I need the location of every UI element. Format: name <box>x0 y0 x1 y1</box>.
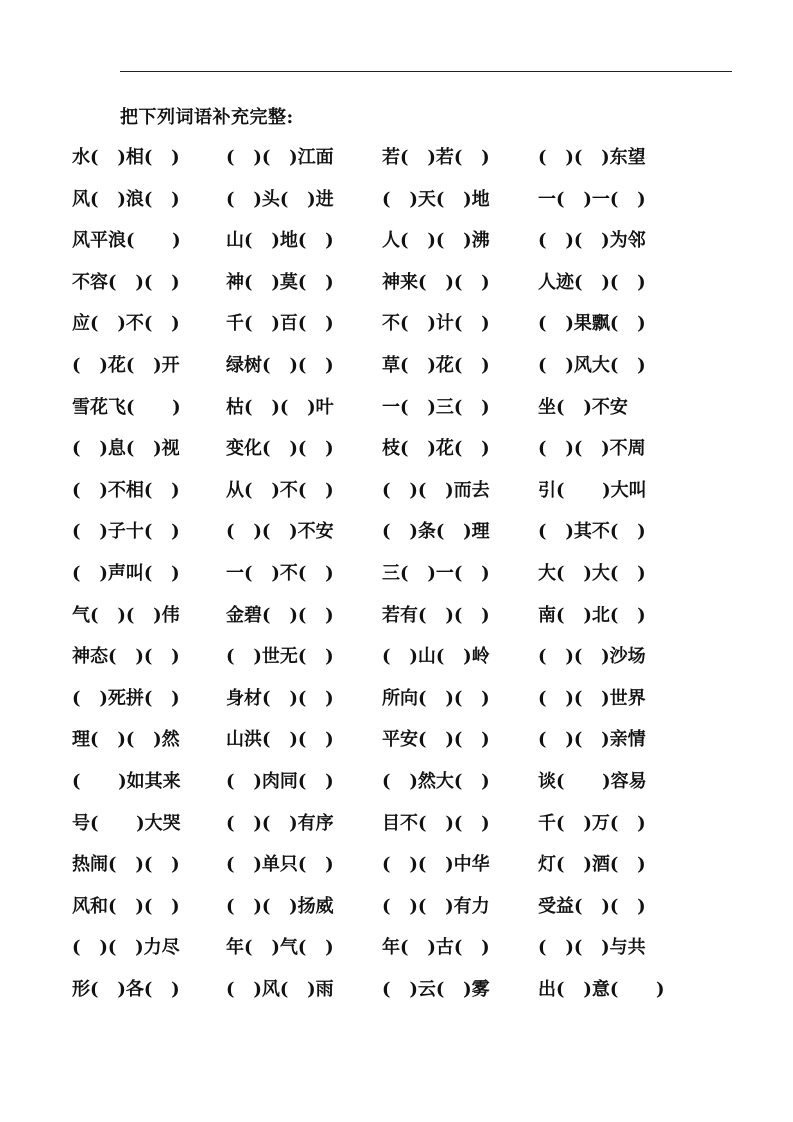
phrase-row <box>72 520 722 562</box>
phrase-grid <box>72 146 722 1019</box>
phrase-cell: 神( )莫( ) <box>226 271 334 293</box>
phrase-cell: 风平浪( ) <box>72 230 181 252</box>
phrase-row <box>72 562 722 604</box>
phrase-cell: 平安( )( ) <box>382 729 490 751</box>
phrase-cell: 变化( )( ) <box>226 438 334 460</box>
phrase-cell: ( )死拼( ) <box>72 687 180 709</box>
phrase-row <box>72 895 722 937</box>
phrase-cell: ( )( )江面 <box>226 147 334 168</box>
phrase-cell: ( )( )扬威 <box>226 895 334 917</box>
phrase-cell: ( )单只( ) <box>226 854 334 876</box>
phrase-cell: ( )( )亲情 <box>538 729 646 751</box>
phrase-cell: ( )( )有序 <box>226 812 334 834</box>
phrase-row <box>72 437 722 479</box>
phrase-row <box>72 853 722 895</box>
phrase-row <box>72 229 722 271</box>
phrase-cell: ( )如其来 <box>72 770 181 792</box>
phrase-row <box>72 728 722 770</box>
phrase-cell: ( )世无( ) <box>226 646 334 668</box>
phrase-cell: 年( )气( ) <box>226 937 334 959</box>
phrase-row <box>72 312 722 354</box>
phrase-cell: 枝( )花( ) <box>382 438 490 460</box>
phrase-row <box>72 687 722 729</box>
phrase-cell: ( )( )力尽 <box>72 937 180 959</box>
phrase-cell: ( )( )沙场 <box>538 646 646 668</box>
phrase-cell: ( )( )不周 <box>538 438 646 460</box>
phrase-cell: 大( )大( ) <box>538 562 646 584</box>
phrase-cell: 应( )不( ) <box>72 313 180 335</box>
phrase-cell: 引( )大叫 <box>538 479 647 501</box>
phrase-cell: 千( )百( ) <box>226 313 334 335</box>
phrase-cell: 从( )不( ) <box>226 479 334 501</box>
phrase-cell: 不容( )( ) <box>72 271 180 293</box>
phrase-cell: ( )( )有力 <box>382 895 490 917</box>
phrase-row <box>72 271 722 313</box>
phrase-cell: 号( )大哭 <box>72 812 181 834</box>
phrase-cell: ( )风( )雨 <box>226 978 334 1000</box>
phrase-cell: 热闹( )( ) <box>72 854 180 876</box>
phrase-cell: 不( )计( ) <box>382 313 490 335</box>
phrase-cell: 一( )一( ) <box>538 188 646 210</box>
phrase-cell: 灯( )酒( ) <box>538 854 646 876</box>
phrase-cell: ( )声叫( ) <box>72 562 180 584</box>
phrase-cell: 受益( )( ) <box>538 895 646 917</box>
phrase-cell: ( )不相( ) <box>72 479 180 501</box>
phrase-cell: 山( )地( ) <box>226 230 334 252</box>
phrase-cell: ( )果飘( ) <box>538 313 646 335</box>
phrase-cell: 谈( )容易 <box>538 770 647 792</box>
phrase-cell: ( )( )东望 <box>538 147 646 168</box>
phrase-cell: 绿树( )( ) <box>226 354 334 376</box>
phrase-cell: 风( )浪( ) <box>72 188 180 210</box>
phrase-row <box>72 978 722 1020</box>
phrase-cell: ( )( )不安 <box>226 521 334 543</box>
phrase-cell: ( )( )与共 <box>538 937 646 959</box>
phrase-cell: ( )山( )岭 <box>382 646 490 668</box>
phrase-cell: 三( )一( ) <box>382 562 490 584</box>
phrase-row <box>72 396 722 438</box>
phrase-cell: 南( )北( ) <box>538 604 646 626</box>
phrase-row <box>72 936 722 978</box>
phrase-cell: 神来( )( ) <box>382 271 490 293</box>
phrase-cell: 若有( )( ) <box>382 604 490 626</box>
phrase-cell: 年( )古( ) <box>382 937 490 959</box>
phrase-cell: 水( )相( ) <box>72 147 180 168</box>
phrase-cell: 神态( )( ) <box>72 646 180 668</box>
phrase-cell: ( )风大( ) <box>538 354 646 376</box>
phrase-cell: 形( )各( ) <box>72 978 180 1000</box>
phrase-cell: 山洪( )( ) <box>226 729 334 751</box>
phrase-row <box>72 479 722 521</box>
phrase-cell: 草( )花( ) <box>382 354 490 376</box>
phrase-cell: 目不( )( ) <box>382 812 490 834</box>
phrase-cell: ( )然大( ) <box>382 770 490 792</box>
phrase-cell: ( )息( )视 <box>72 438 180 460</box>
phrase-cell: 一( )三( ) <box>382 396 490 418</box>
phrase-cell: 枯( )( )叶 <box>226 396 334 418</box>
phrase-cell: 坐( )不安 <box>538 396 628 418</box>
phrase-cell: 人迹( )( ) <box>538 271 646 293</box>
phrase-cell: 雪花飞( ) <box>72 396 181 418</box>
phrase-row <box>72 812 722 854</box>
phrase-cell: ( )其不( ) <box>538 521 646 543</box>
phrase-cell: ( )天( )地 <box>382 188 490 210</box>
phrase-cell: 若( )若( ) <box>382 147 490 168</box>
phrase-cell: 身材( )( ) <box>226 687 334 709</box>
phrase-cell: 千( )万( ) <box>538 812 646 834</box>
phrase-row <box>72 354 722 396</box>
phrase-row <box>72 645 722 687</box>
page-title: 把下列词语补充完整: <box>120 107 294 128</box>
phrase-cell: ( )( )中华 <box>382 854 490 876</box>
phrase-cell: ( )子十( ) <box>72 521 180 543</box>
phrase-row <box>72 604 722 646</box>
phrase-cell: 风和( )( ) <box>72 895 180 917</box>
phrase-row <box>72 770 722 812</box>
phrase-cell: ( )花( )开 <box>72 354 180 376</box>
phrase-cell: ( )肉同( ) <box>226 770 334 792</box>
phrase-cell: 出( )意( ) <box>538 978 665 1000</box>
phrase-cell: ( )云( )雾 <box>382 978 490 1000</box>
phrase-cell: ( )( )而去 <box>382 479 490 501</box>
phrase-cell: ( )( )世界 <box>538 687 646 709</box>
phrase-cell: ( )( )为邻 <box>538 230 646 252</box>
phrase-cell: 一( )不( ) <box>226 562 334 584</box>
phrase-cell: ( )头( )进 <box>226 188 334 210</box>
phrase-cell: 人( )( )沸 <box>382 230 490 252</box>
phrase-cell: ( )条( )理 <box>382 521 490 543</box>
phrase-cell: 气( )( )伟 <box>72 604 180 626</box>
phrase-cell: 金碧( )( ) <box>226 604 334 626</box>
phrase-cell: 理( )( )然 <box>72 729 180 751</box>
phrase-row <box>72 188 722 230</box>
phrase-row <box>72 146 722 188</box>
header-rule <box>120 71 732 72</box>
phrase-cell: 所向( )( ) <box>382 687 490 709</box>
